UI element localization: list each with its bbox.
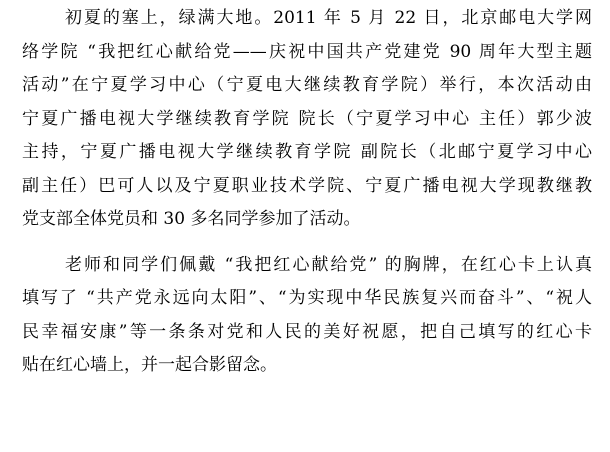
text-line: 初夏的塞上，绿满大地。2011 年 5 月 22 日，北京邮电大学网 bbox=[65, 8, 592, 28]
text-line: 老师和同学们佩戴 “我把红心献给党” 的胸牌，在红心卡上认真 bbox=[65, 254, 592, 275]
text-line: 络学院 “我把红心献给党——庆祝中国共产党建党 90 周年大型主题 bbox=[22, 41, 592, 62]
text-line: 活动”在宁夏学习中心（宁夏电大继续教育学院）举行，本次活动由 bbox=[22, 75, 592, 95]
text-line: 主持，宁夏广播电视大学继续教育学院 副院长（北邮宁夏学习中心 bbox=[22, 142, 592, 162]
text-line: 宁夏广播电视大学继续教育学院 院长（宁夏学习中心 主任）郭少波 bbox=[22, 108, 592, 129]
text-line: 填写了 “共产党永远向太阳”、“为实现中华民族复兴而奋斗”、“祝人 bbox=[22, 288, 592, 308]
text-line: 党支部全体党员和 30 多名同学参加了活动。 bbox=[22, 209, 361, 229]
text-line: 贴在红心墙上，并一起合影留念。 bbox=[22, 355, 277, 375]
text-line: 副主任）巴可人以及宁夏职业技术学院、宁夏广播电视大学现教继教 bbox=[22, 175, 592, 196]
paragraph-activity bbox=[22, 249, 592, 383]
article-body bbox=[22, 0, 592, 375]
paragraph-event-intro bbox=[22, 2, 592, 237]
text-line: 民幸福安康”等一条条对党和人民的美好祝愿，把自己填写的红心卡 bbox=[22, 321, 592, 342]
